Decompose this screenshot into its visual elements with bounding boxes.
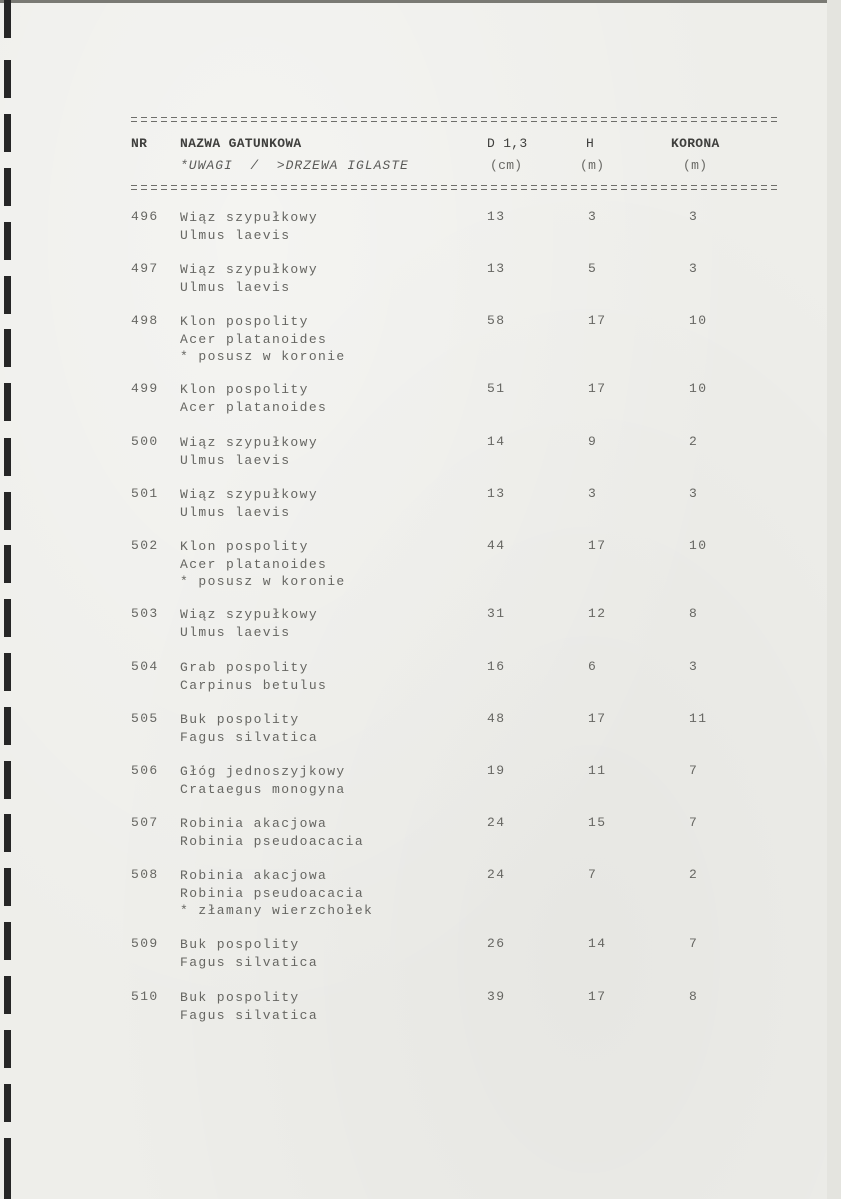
height-value: 3 (588, 209, 598, 224)
species-cell (180, 763, 346, 798)
species-name: Buk pospolity (180, 937, 300, 952)
tree-number: 507 (131, 815, 159, 830)
species-latin-name: Robinia pseudoacacia (180, 885, 365, 901)
diameter-value: 24 (487, 815, 506, 830)
crown-value: 3 (689, 209, 699, 224)
species-name: Klon pospolity (180, 539, 309, 554)
species-cell (180, 538, 346, 591)
diameter-value: 19 (487, 763, 506, 778)
binding-hole (4, 492, 11, 530)
species-name: Klon pospolity (180, 382, 309, 397)
header-diameter: D 1,3 (487, 136, 528, 151)
binding-hole (4, 653, 11, 691)
tree-number: 508 (131, 867, 159, 882)
binding-hole (4, 868, 11, 906)
crown-value: 2 (689, 867, 699, 882)
tree-number: 501 (131, 486, 159, 501)
species-cell (180, 381, 327, 416)
tree-number: 502 (131, 538, 159, 553)
species-cell (180, 659, 327, 694)
binding-hole (4, 707, 11, 745)
height-value: 9 (588, 434, 598, 449)
binding-hole (4, 329, 11, 367)
diameter-value: 44 (487, 538, 506, 553)
species-cell (180, 209, 318, 244)
binding-holes (0, 0, 16, 1199)
header-crown-unit: (m) (683, 158, 708, 173)
species-latin-name: Ulmus laevis (180, 624, 291, 640)
crown-value: 7 (689, 936, 699, 951)
species-latin-name: Ulmus laevis (180, 227, 291, 243)
tree-number: 510 (131, 989, 159, 1004)
species-cell (180, 313, 346, 366)
header-double-rule (131, 182, 781, 194)
species-name: Głóg jednoszyjkowy (180, 764, 346, 779)
species-cell (180, 486, 318, 521)
diameter-value: 13 (487, 261, 506, 276)
height-value: 17 (588, 313, 607, 328)
tree-number: 509 (131, 936, 159, 951)
species-name: Buk pospolity (180, 712, 300, 727)
crown-value: 11 (689, 711, 708, 726)
crown-value: 3 (689, 659, 699, 674)
height-value: 17 (588, 989, 607, 1004)
height-value: 3 (588, 486, 598, 501)
header-nr: NR (131, 136, 148, 151)
tree-number: 504 (131, 659, 159, 674)
binding-hole (4, 545, 11, 583)
diameter-value: 26 (487, 936, 506, 951)
species-cell (180, 606, 318, 641)
binding-hole (4, 976, 11, 1014)
height-value: 15 (588, 815, 607, 830)
species-latin-name: Carpinus betulus (180, 677, 328, 693)
binding-hole (4, 114, 11, 152)
header-species-name: NAZWA GATUNKOWA (180, 136, 302, 151)
height-value: 5 (588, 261, 598, 276)
diameter-value: 13 (487, 486, 506, 501)
species-cell (180, 989, 318, 1024)
diameter-value: 58 (487, 313, 506, 328)
species-latin-name: Fagus silvatica (180, 729, 319, 745)
tree-number: 496 (131, 209, 159, 224)
species-name: Wiąz szypułkowy (180, 607, 319, 622)
diameter-value: 14 (487, 434, 506, 449)
crown-value: 10 (689, 381, 708, 396)
crown-value: 3 (689, 486, 699, 501)
tree-number: 505 (131, 711, 159, 726)
species-latin-name: Ulmus laevis (180, 452, 291, 468)
species-latin-name: Acer platanoides (180, 331, 328, 347)
tree-number: 497 (131, 261, 159, 276)
height-value: 6 (588, 659, 598, 674)
species-latin-name: Crataegus monogyna (180, 781, 346, 797)
species-name: Buk pospolity (180, 990, 300, 1005)
species-name: Grab pospolity (180, 660, 309, 675)
diameter-value: 13 (487, 209, 506, 224)
species-cell (180, 434, 318, 469)
binding-hole (4, 222, 11, 260)
species-name: Wiąz szypułkowy (180, 487, 319, 502)
page-top-edge (0, 0, 841, 3)
tree-number: 498 (131, 313, 159, 328)
species-cell (180, 867, 373, 920)
header-notes: *UWAGI / >DRZEWA IGLASTE (180, 158, 409, 173)
page-right-edge (827, 0, 841, 1199)
tree-number: 503 (131, 606, 159, 621)
header-crown: KORONA (671, 136, 720, 151)
height-value: 11 (588, 763, 607, 778)
height-value: 14 (588, 936, 607, 951)
crown-value: 10 (689, 538, 708, 553)
crown-value: 8 (689, 989, 699, 1004)
diameter-value: 31 (487, 606, 506, 621)
top-double-rule (131, 114, 781, 126)
binding-hole (4, 438, 11, 476)
crown-value: 10 (689, 313, 708, 328)
species-note: * posusz w koronie (180, 574, 346, 589)
binding-hole (4, 0, 11, 38)
header-height: H (586, 136, 595, 151)
height-value: 12 (588, 606, 607, 621)
height-value: 7 (588, 867, 598, 882)
binding-hole (4, 1084, 11, 1122)
height-value: 17 (588, 711, 607, 726)
species-cell (180, 815, 364, 850)
binding-hole (4, 168, 11, 206)
species-name: Robinia akacjowa (180, 868, 328, 883)
tree-number: 499 (131, 381, 159, 396)
species-latin-name: Fagus silvatica (180, 954, 319, 970)
binding-hole (4, 1170, 11, 1199)
species-cell (180, 261, 318, 296)
species-note: * posusz w koronie (180, 349, 346, 364)
crown-value: 7 (689, 815, 699, 830)
species-latin-name: Acer platanoides (180, 399, 328, 415)
header-diameter-unit: (cm) (490, 158, 523, 173)
diameter-value: 24 (487, 867, 506, 882)
diameter-value: 16 (487, 659, 506, 674)
height-value: 17 (588, 381, 607, 396)
species-cell (180, 711, 318, 746)
species-name: Klon pospolity (180, 314, 309, 329)
species-latin-name: Ulmus laevis (180, 279, 291, 295)
binding-hole (4, 60, 11, 98)
species-latin-name: Fagus silvatica (180, 1007, 319, 1023)
crown-value: 2 (689, 434, 699, 449)
binding-hole (4, 1030, 11, 1068)
species-name: Wiąz szypułkowy (180, 210, 319, 225)
binding-hole (4, 383, 11, 421)
species-name: Wiąz szypułkowy (180, 262, 319, 277)
tree-number: 500 (131, 434, 159, 449)
diameter-value: 39 (487, 989, 506, 1004)
species-name: Robinia akacjowa (180, 816, 328, 831)
diameter-value: 51 (487, 381, 506, 396)
binding-hole (4, 599, 11, 637)
binding-hole (4, 814, 11, 852)
species-latin-name: Ulmus laevis (180, 504, 291, 520)
species-note: * złamany wierzchołek (180, 903, 374, 918)
binding-hole (4, 922, 11, 960)
tree-number: 506 (131, 763, 159, 778)
species-latin-name: Acer platanoides (180, 556, 328, 572)
species-name: Wiąz szypułkowy (180, 435, 319, 450)
crown-value: 7 (689, 763, 699, 778)
binding-hole (4, 276, 11, 314)
height-value: 17 (588, 538, 607, 553)
crown-value: 3 (689, 261, 699, 276)
species-cell (180, 936, 318, 971)
header-height-unit: (m) (580, 158, 605, 173)
diameter-value: 48 (487, 711, 506, 726)
species-latin-name: Robinia pseudoacacia (180, 833, 365, 849)
binding-hole (4, 761, 11, 799)
crown-value: 8 (689, 606, 699, 621)
